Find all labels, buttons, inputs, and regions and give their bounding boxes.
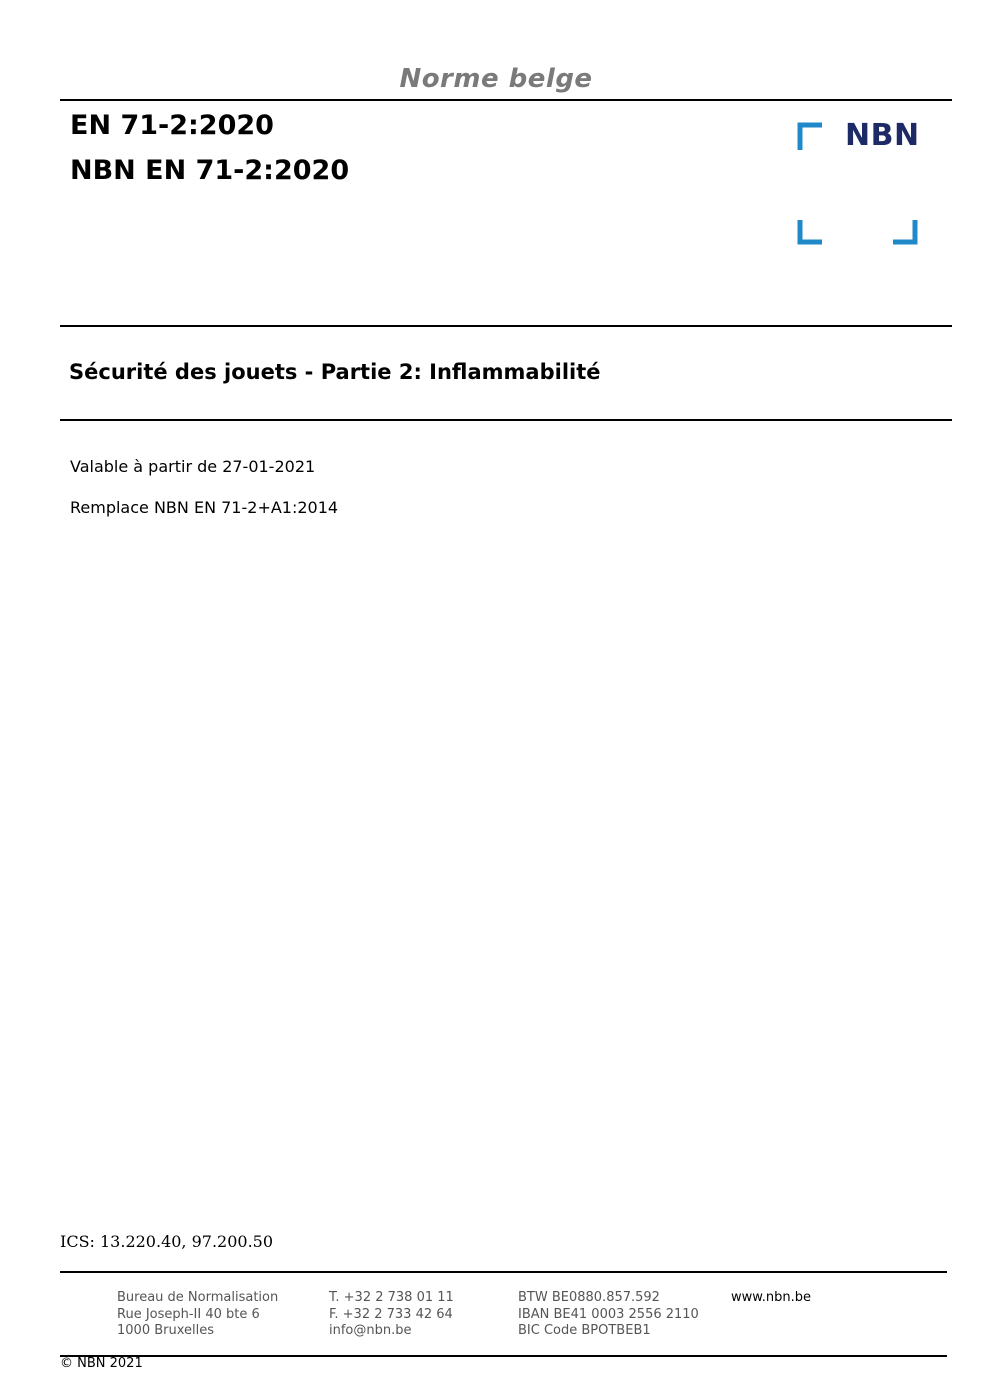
replaces-text: Remplace NBN EN 71-2+A1:2014 (70, 498, 339, 517)
nbn-logo-text: NBN (845, 118, 920, 153)
title-bottom-divider (60, 419, 952, 421)
standard-code-en: EN 71-2:2020 (70, 110, 274, 141)
copyright-text: © NBN 2021 (60, 1356, 143, 1371)
document-title: Sécurité des jouets - Partie 2: Inflammabilité (69, 360, 601, 384)
footer-address (117, 1290, 278, 1340)
title-top-divider (60, 325, 952, 327)
ics-classification: ICS: 13.220.40, 97.200.50 (60, 1232, 274, 1251)
footer-address-line: 1000 Bruxelles (117, 1323, 215, 1338)
footer-phone: T. +32 2 738 01 11 (329, 1290, 454, 1305)
footer-bank (518, 1290, 699, 1340)
footer-address-line: Bureau de Normalisation (117, 1290, 279, 1305)
footer-address-line: Rue Joseph-II 40 bte 6 (117, 1306, 260, 1322)
footer-iban: IBAN BE41 0003 2556 2110 (518, 1306, 699, 1322)
document-type-banner: Norme belge (399, 64, 593, 94)
standard-code-nbn: NBN EN 71-2:2020 (70, 155, 350, 186)
footer-bottom-divider (60, 1355, 947, 1357)
footer-top-divider (60, 1271, 947, 1273)
footer-website-link[interactable]: www.nbn.be (731, 1290, 811, 1305)
footer-contact (329, 1290, 454, 1340)
footer-vat: BTW BE0880.857.592 (518, 1290, 660, 1305)
header-divider (60, 99, 952, 101)
valid-from-text: Valable à partir de 27-01-2021 (70, 457, 316, 476)
footer-bic: BIC Code BPOTBEB1 (518, 1323, 651, 1338)
footer-email-link[interactable]: info@nbn.be (329, 1323, 412, 1338)
footer-fax: F. +32 2 733 42 64 (329, 1306, 453, 1322)
